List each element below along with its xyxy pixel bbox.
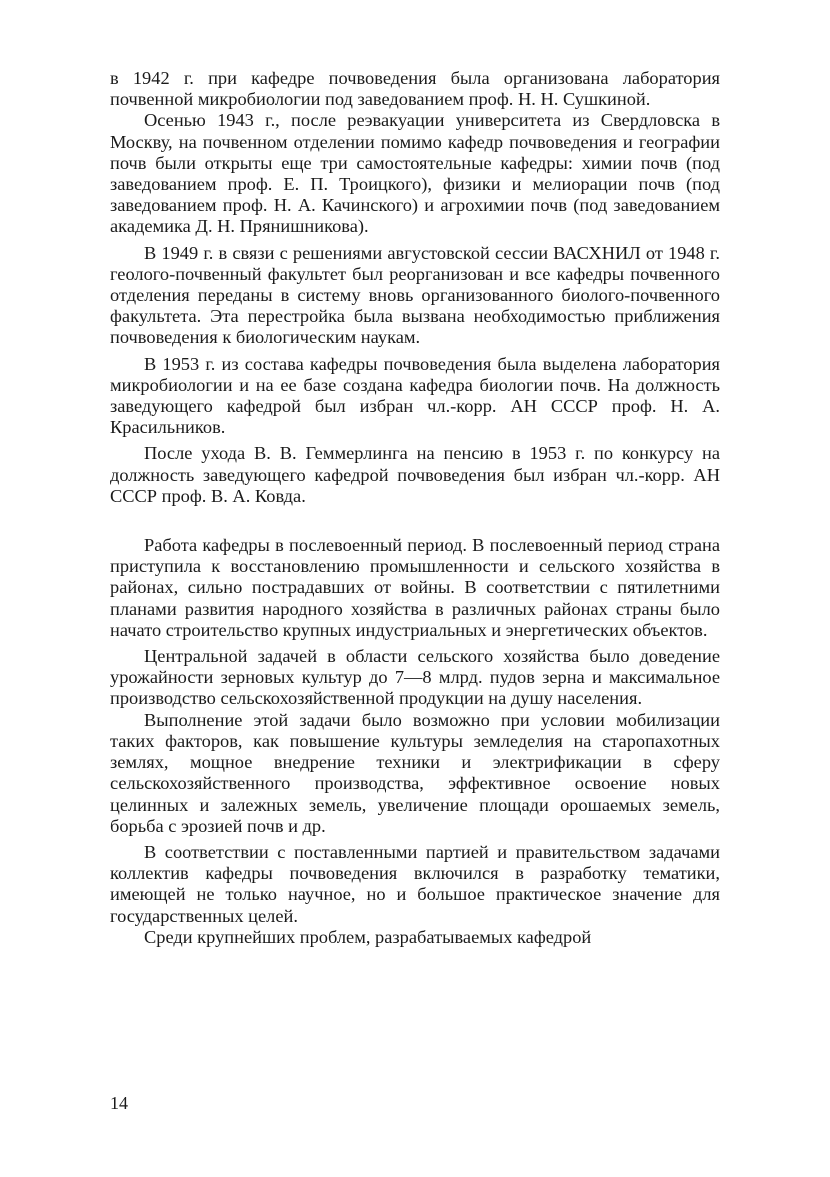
paragraph-postwar-work: Работа кафедры в послевоенный период. В послевоенный период страна приступила к восстановлению промышленности и сельского хозяйства в районах, сильно пострадавших от войны. В соответствии с пятилетними планами развития народного хозяйства в различных районах страны было начато строительство крупных индустриальных и энергетических объектов. — [110, 535, 720, 640]
paragraph-task-execution: Выполнение этой задачи было возможно при условии мобилизации таких факторов, как повышение культуры земледелия на старопахотных землях, мощное внедрение техники и электрификации в сферу сельскохозяйственного производства, эффективное освоение новых целинных и залежных земель, увеличение площади орошаемых земель, борьба с эрозией почв и др. — [110, 709, 720, 836]
paragraph-autumn-1943: Осенью 1943 г., после реэвакуации университета из Свердловска в Москву, на почвенном отделении помимо кафедр почвоведения и географии почв были открыты еще три самостоятельные кафедры: химии почв (под заведованием проф. Е. П. Троицкого), физики и мелиорации почв (под заведованием проф. Н. А. Качинского) и агрохимии почв (под заведованием академика Д. Н. Прянишникова). — [110, 110, 720, 237]
section-gap — [110, 507, 720, 535]
paragraph-1949-reorganization: В 1949 г. в связи с решениями августовской сессии ВАСХНИЛ от 1948 г. геолого-почвенный факультет был реорганизован и все кафедры почвенного отделения переданы в систему вновь организованного биолого-почвенного факультета. Эта перестройка была вызвана необходимостью приближения почвоведения к биологическим наукам. — [110, 242, 720, 348]
paragraph-central-task: Центральной задачей в области сельского хозяйства было доведение урожайности зерновых культур до 7—8 млрд. пудов зерна и максимальное производство сельскохозяйственной продукции на душу населения. — [110, 646, 720, 709]
paragraph-major-problems: Среди крупнейших проблем, разрабатываемых кафедрой — [144, 926, 592, 947]
page-body — [110, 68, 720, 948]
paragraph-1953-soil-biology: В 1953 г. из состава кафедры почвоведения была выделена лаборатория микробиологии и на ее базе создана кафедра биологии почв. На должность заведующего кафедрой был избран чл.-корр. АН СССР проф. Н. А. Красильников. — [110, 353, 720, 438]
paragraph-party-tasks: В соответствии с поставленными партией и правительством задачами коллектив кафедры почвоведения включился в разработку тематики, имеющей не только научное, но и большое практическое значение для государственных целей. — [110, 841, 720, 926]
paragraph-lab-1942: в 1942 г. при кафедре почвоведения была организована лаборатория почвенной микробиологии под заведованием проф. Н. Н. Сушкиной. — [110, 68, 720, 110]
page-number: 14 — [110, 1093, 128, 1113]
paragraph-kovda-appointment: После ухода В. В. Геммерлинга на пенсию в 1953 г. по конкурсу на должность заведующего кафедрой почвоведения был избран чл.-корр. АН СССР проф. В. А. Ковда. — [110, 443, 720, 506]
